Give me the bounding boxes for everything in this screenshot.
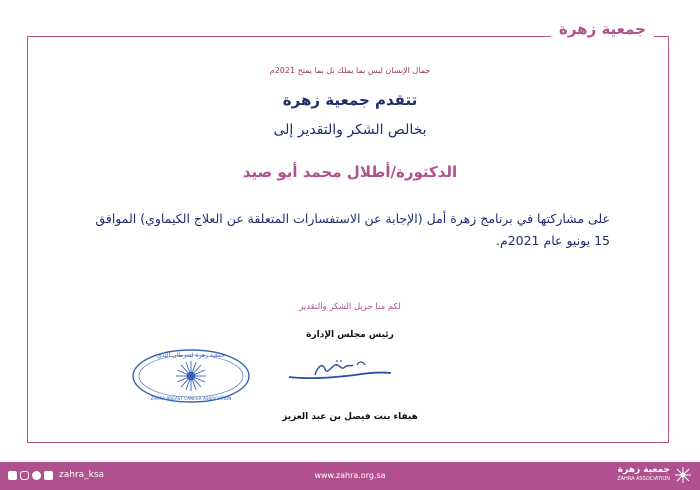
brand-title: جمعية زهرة <box>551 20 654 38</box>
certificate-body: على مشاركتها في برنامج زهرة أمل (الإجابة عن الاستفسارات المتعلقة عن العلاج الكيماوي) الموافق 15 يونيو عام 2021م. <box>95 211 610 248</box>
quote-line: جمال الإنسان ليس بما يملك بل بما يمنح 2021م <box>269 66 431 75</box>
offer-line: تتقدم جمعية زهرة <box>282 91 418 109</box>
chair-title: رئيس مجلس الإدارة <box>306 330 394 340</box>
footer-brand <box>617 466 692 484</box>
seal-english-text: ZAHRA BREAST CANCER ASSOCIATION <box>150 396 232 401</box>
flower-logo-icon <box>674 466 692 484</box>
closing-line: لكم منا جزيل الشكر والتقدير <box>299 302 401 312</box>
seal-arabic-text: جمعية زهرة لسرطان الثدي <box>157 352 225 359</box>
association-seal-icon <box>130 348 252 404</box>
thanks-line: بخالص الشكر والتقدير إلى <box>273 122 427 138</box>
signer-name: هيفاء بنت فيصل بن عبد العزيز <box>282 412 418 422</box>
footer-brand-arabic: جمعية زهرة <box>617 465 670 475</box>
recipient-name: الدكتورة/أطلال محمد أبو صيد <box>242 163 458 181</box>
footer-brand-english: ZAHRA ASSOCIATION <box>617 476 670 482</box>
footer-bar <box>0 462 700 490</box>
signature-icon <box>285 355 395 385</box>
footer-website[interactable]: www.zahra.org.sa <box>314 471 386 480</box>
footer-handle[interactable]: zahra_ksa <box>59 470 105 480</box>
